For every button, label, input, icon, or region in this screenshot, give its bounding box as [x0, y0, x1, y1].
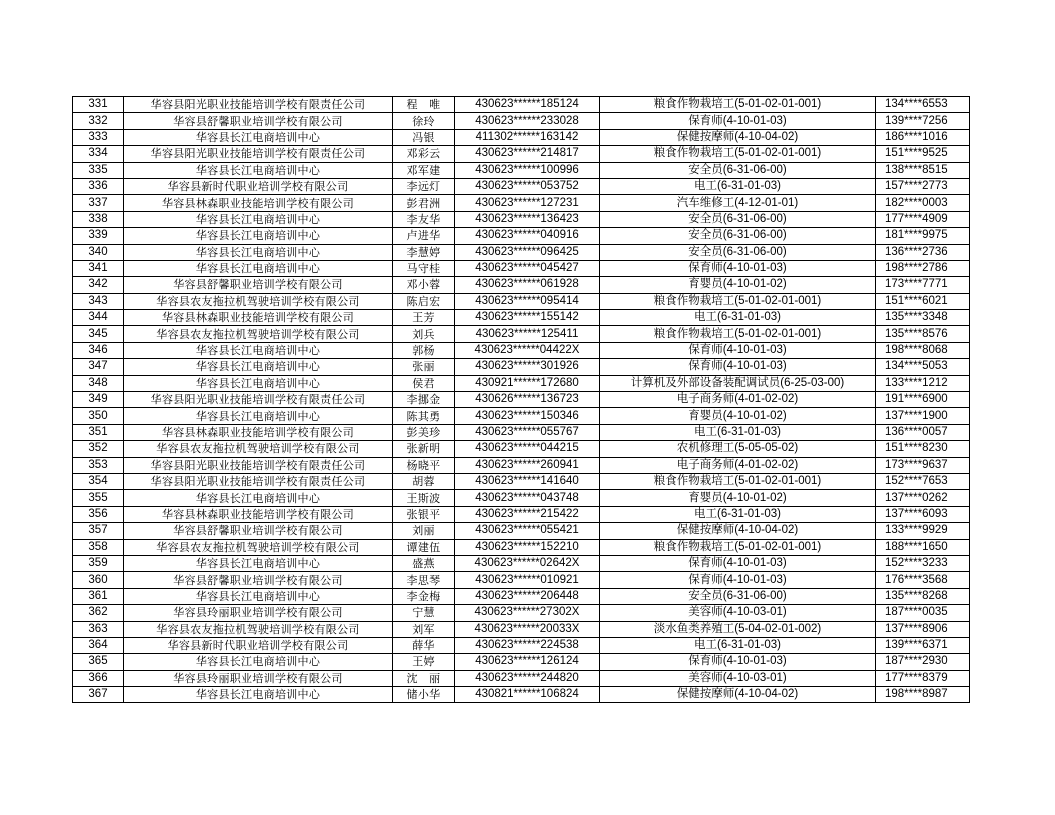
id-number-cell: 430623******04422X: [455, 342, 600, 358]
school-cell: 华容县长江电商培训中心: [124, 244, 393, 260]
phone-cell: 134****6553: [876, 97, 970, 113]
row-number-cell: 335: [73, 162, 124, 178]
name-cell: 盛燕: [393, 555, 455, 571]
name-cell: 李思琴: [393, 572, 455, 588]
occupation-cell: 安全员(6-31-06-00): [600, 162, 876, 178]
school-cell: 华容县阳光职业技能培训学校有限责任公司: [124, 473, 393, 489]
table-row: [73, 457, 970, 473]
id-number-cell: 430623******260941: [455, 457, 600, 473]
occupation-cell: 育婴员(4-10-01-02): [600, 408, 876, 424]
table-row: [73, 228, 970, 244]
name-cell: 李远灯: [393, 178, 455, 194]
name-cell: 李慧婷: [393, 244, 455, 260]
id-number-cell: 430623******152210: [455, 539, 600, 555]
occupation-cell: 保育师(4-10-01-03): [600, 654, 876, 670]
phone-cell: 133****1212: [876, 375, 970, 391]
occupation-cell: 粮食作物栽培工(5-01-02-01-001): [600, 473, 876, 489]
id-number-cell: 430623******125411: [455, 326, 600, 342]
phone-cell: 182****0003: [876, 195, 970, 211]
occupation-cell: 保健按摩师(4-10-04-02): [600, 687, 876, 703]
table-body: [73, 97, 970, 703]
table-row: [73, 605, 970, 621]
occupation-cell: 保育师(4-10-01-03): [600, 342, 876, 358]
table-row: [73, 408, 970, 424]
table-row: [73, 342, 970, 358]
id-number-cell: 430623******095414: [455, 293, 600, 309]
row-number-cell: 341: [73, 260, 124, 276]
school-cell: 华容县新时代职业培训学校有限公司: [124, 178, 393, 194]
row-number-cell: 343: [73, 293, 124, 309]
id-number-cell: 411302******163142: [455, 129, 600, 145]
id-number-cell: 430623******206448: [455, 588, 600, 604]
row-number-cell: 365: [73, 654, 124, 670]
phone-cell: 198****8068: [876, 342, 970, 358]
row-number-cell: 359: [73, 555, 124, 571]
phone-cell: 181****9975: [876, 228, 970, 244]
id-number-cell: 430623******053752: [455, 178, 600, 194]
row-number-cell: 351: [73, 424, 124, 440]
table-row: [73, 129, 970, 145]
school-cell: 华容县新时代职业培训学校有限公司: [124, 637, 393, 653]
phone-cell: 139****7256: [876, 113, 970, 129]
name-cell: 王婷: [393, 654, 455, 670]
table-row: [73, 687, 970, 703]
phone-cell: 187****0035: [876, 605, 970, 621]
table-row: [73, 146, 970, 162]
table-row: [73, 539, 970, 555]
name-cell: 郭杨: [393, 342, 455, 358]
occupation-cell: 安全员(6-31-06-00): [600, 588, 876, 604]
name-cell: 卢进华: [393, 228, 455, 244]
phone-cell: 137****8906: [876, 621, 970, 637]
row-number-cell: 358: [73, 539, 124, 555]
id-number-cell: 430623******155142: [455, 310, 600, 326]
id-number-cell: 430623******150346: [455, 408, 600, 424]
phone-cell: 173****7771: [876, 277, 970, 293]
occupation-cell: 电子商务师(4-01-02-02): [600, 457, 876, 473]
table-row: [73, 195, 970, 211]
phone-cell: 186****1016: [876, 129, 970, 145]
id-number-cell: 430623******040916: [455, 228, 600, 244]
school-cell: 华容县长江电商培训中心: [124, 375, 393, 391]
id-number-cell: 430623******20033X: [455, 621, 600, 637]
school-cell: 华容县阳光职业技能培训学校有限责任公司: [124, 392, 393, 408]
phone-cell: 135****8268: [876, 588, 970, 604]
school-cell: 华容县长江电商培训中心: [124, 211, 393, 227]
occupation-cell: 电工(6-31-01-03): [600, 637, 876, 653]
occupation-cell: 汽车维修工(4-12-01-01): [600, 195, 876, 211]
table-row: [73, 113, 970, 129]
name-cell: 薛华: [393, 637, 455, 653]
name-cell: 刘军: [393, 621, 455, 637]
row-number-cell: 363: [73, 621, 124, 637]
occupation-cell: 电工(6-31-01-03): [600, 424, 876, 440]
school-cell: 华容县长江电商培训中心: [124, 342, 393, 358]
phone-cell: 135****3348: [876, 310, 970, 326]
id-number-cell: 430623******055767: [455, 424, 600, 440]
school-cell: 华容县阳光职业技能培训学校有限责任公司: [124, 457, 393, 473]
row-number-cell: 344: [73, 310, 124, 326]
name-cell: 杨晓平: [393, 457, 455, 473]
occupation-cell: 电工(6-31-01-03): [600, 178, 876, 194]
row-number-cell: 366: [73, 670, 124, 686]
phone-cell: 133****9929: [876, 523, 970, 539]
name-cell: 邓彩云: [393, 146, 455, 162]
id-number-cell: 430623******185124: [455, 97, 600, 113]
table-row: [73, 392, 970, 408]
school-cell: 华容县长江电商培训中心: [124, 228, 393, 244]
name-cell: 李友华: [393, 211, 455, 227]
table-row: [73, 277, 970, 293]
name-cell: 彭君洲: [393, 195, 455, 211]
name-cell: 侯君: [393, 375, 455, 391]
id-number-cell: 430623******02642X: [455, 555, 600, 571]
name-cell: 程 唯: [393, 97, 455, 113]
table-row: [73, 654, 970, 670]
phone-cell: 136****0057: [876, 424, 970, 440]
table-row: [73, 310, 970, 326]
table-row: [73, 572, 970, 588]
school-cell: 华容县阳光职业技能培训学校有限责任公司: [124, 146, 393, 162]
occupation-cell: 保育师(4-10-01-03): [600, 113, 876, 129]
row-number-cell: 331: [73, 97, 124, 113]
occupation-cell: 保育师(4-10-01-03): [600, 260, 876, 276]
table-row: [73, 260, 970, 276]
row-number-cell: 339: [73, 228, 124, 244]
name-cell: 储小华: [393, 687, 455, 703]
id-number-cell: 430623******055421: [455, 523, 600, 539]
row-number-cell: 333: [73, 129, 124, 145]
occupation-cell: 农机修理工(5-05-05-02): [600, 441, 876, 457]
school-cell: 华容县林森职业技能培训学校有限公司: [124, 310, 393, 326]
table-row: [73, 588, 970, 604]
table-row: [73, 637, 970, 653]
id-number-cell: 430821******106824: [455, 687, 600, 703]
school-cell: 华容县农友拖拉机驾驶培训学校有限公司: [124, 621, 393, 637]
school-cell: 华容县长江电商培训中心: [124, 490, 393, 506]
school-cell: 华容县农友拖拉机驾驶培训学校有限公司: [124, 441, 393, 457]
phone-cell: 157****2773: [876, 178, 970, 194]
school-cell: 华容县长江电商培训中心: [124, 359, 393, 375]
phone-cell: 135****8576: [876, 326, 970, 342]
school-cell: 华容县长江电商培训中心: [124, 260, 393, 276]
id-number-cell: 430623******233028: [455, 113, 600, 129]
occupation-cell: 保育师(4-10-01-03): [600, 555, 876, 571]
phone-cell: 188****1650: [876, 539, 970, 555]
table-row: [73, 523, 970, 539]
row-number-cell: 332: [73, 113, 124, 129]
row-number-cell: 360: [73, 572, 124, 588]
table-row: [73, 670, 970, 686]
name-cell: 李金梅: [393, 588, 455, 604]
school-cell: 华容县玲丽职业培训学校有限公司: [124, 605, 393, 621]
row-number-cell: 348: [73, 375, 124, 391]
occupation-cell: 安全员(6-31-06-00): [600, 211, 876, 227]
phone-cell: 152****7653: [876, 473, 970, 489]
name-cell: 刘兵: [393, 326, 455, 342]
id-number-cell: 430623******061928: [455, 277, 600, 293]
occupation-cell: 安全员(6-31-06-00): [600, 228, 876, 244]
table-row: [73, 375, 970, 391]
school-cell: 华容县林森职业技能培训学校有限公司: [124, 506, 393, 522]
occupation-cell: 粮食作物栽培工(5-01-02-01-001): [600, 146, 876, 162]
row-number-cell: 342: [73, 277, 124, 293]
name-cell: 冯银: [393, 129, 455, 145]
phone-cell: 136****2736: [876, 244, 970, 260]
row-number-cell: 362: [73, 605, 124, 621]
table-row: [73, 359, 970, 375]
school-cell: 华容县长江电商培训中心: [124, 408, 393, 424]
phone-cell: 177****4909: [876, 211, 970, 227]
id-number-cell: 430921******172680: [455, 375, 600, 391]
row-number-cell: 356: [73, 506, 124, 522]
id-number-cell: 430623******301926: [455, 359, 600, 375]
school-cell: 华容县长江电商培训中心: [124, 588, 393, 604]
school-cell: 华容县农友拖拉机驾驶培训学校有限公司: [124, 293, 393, 309]
name-cell: 王芳: [393, 310, 455, 326]
table-row: [73, 178, 970, 194]
table-row: [73, 211, 970, 227]
occupation-cell: 粮食作物栽培工(5-01-02-01-001): [600, 97, 876, 113]
name-cell: 胡蓉: [393, 473, 455, 489]
school-cell: 华容县长江电商培训中心: [124, 162, 393, 178]
id-number-cell: 430623******224538: [455, 637, 600, 653]
occupation-cell: 育婴员(4-10-01-02): [600, 490, 876, 506]
name-cell: 邓军建: [393, 162, 455, 178]
school-cell: 华容县阳光职业技能培训学校有限责任公司: [124, 97, 393, 113]
phone-cell: 151****8230: [876, 441, 970, 457]
phone-cell: 198****8987: [876, 687, 970, 703]
name-cell: 宁慧: [393, 605, 455, 621]
row-number-cell: 345: [73, 326, 124, 342]
name-cell: 李挪金: [393, 392, 455, 408]
table-row: [73, 326, 970, 342]
table-row: [73, 97, 970, 113]
phone-cell: 137****6093: [876, 506, 970, 522]
id-number-cell: 430623******045427: [455, 260, 600, 276]
occupation-cell: 电工(6-31-01-03): [600, 506, 876, 522]
name-cell: 张丽: [393, 359, 455, 375]
occupation-cell: 电子商务师(4-01-02-02): [600, 392, 876, 408]
school-cell: 华容县农友拖拉机驾驶培训学校有限公司: [124, 539, 393, 555]
table-row: [73, 490, 970, 506]
phone-cell: 138****8515: [876, 162, 970, 178]
school-cell: 华容县舒馨职业培训学校有限公司: [124, 277, 393, 293]
id-number-cell: 430623******044215: [455, 441, 600, 457]
row-number-cell: 334: [73, 146, 124, 162]
row-number-cell: 354: [73, 473, 124, 489]
id-number-cell: 430623******215422: [455, 506, 600, 522]
table-row: [73, 555, 970, 571]
occupation-cell: 保育师(4-10-01-03): [600, 572, 876, 588]
phone-cell: 151****9525: [876, 146, 970, 162]
school-cell: 华容县舒馨职业培训学校有限公司: [124, 523, 393, 539]
row-number-cell: 337: [73, 195, 124, 211]
occupation-cell: 保健按摩师(4-10-04-02): [600, 129, 876, 145]
id-number-cell: 430623******141640: [455, 473, 600, 489]
id-number-cell: 430623******244820: [455, 670, 600, 686]
phone-cell: 176****3568: [876, 572, 970, 588]
name-cell: 陈其勇: [393, 408, 455, 424]
id-number-cell: 430623******010921: [455, 572, 600, 588]
phone-cell: 139****6371: [876, 637, 970, 653]
phone-cell: 134****5053: [876, 359, 970, 375]
school-cell: 华容县玲丽职业培训学校有限公司: [124, 670, 393, 686]
occupation-cell: 育婴员(4-10-01-02): [600, 277, 876, 293]
row-number-cell: 353: [73, 457, 124, 473]
row-number-cell: 364: [73, 637, 124, 653]
id-number-cell: 430623******126124: [455, 654, 600, 670]
id-number-cell: 430623******100996: [455, 162, 600, 178]
row-number-cell: 346: [73, 342, 124, 358]
school-cell: 华容县长江电商培训中心: [124, 654, 393, 670]
phone-cell: 152****3233: [876, 555, 970, 571]
table-row: [73, 424, 970, 440]
phone-cell: 137****0262: [876, 490, 970, 506]
id-number-cell: 430623******127231: [455, 195, 600, 211]
name-cell: 徐玲: [393, 113, 455, 129]
school-cell: 华容县长江电商培训中心: [124, 555, 393, 571]
id-number-cell: 430623******27302X: [455, 605, 600, 621]
id-number-cell: 430623******136423: [455, 211, 600, 227]
name-cell: 沈 丽: [393, 670, 455, 686]
id-number-cell: 430623******043748: [455, 490, 600, 506]
phone-cell: 137****1900: [876, 408, 970, 424]
occupation-cell: 保健按摩师(4-10-04-02): [600, 523, 876, 539]
phone-cell: 177****8379: [876, 670, 970, 686]
occupation-cell: 美容师(4-10-03-01): [600, 670, 876, 686]
name-cell: 陈启宏: [393, 293, 455, 309]
row-number-cell: 340: [73, 244, 124, 260]
occupation-cell: 计算机及外部设备装配调试员(6-25-03-00): [600, 375, 876, 391]
row-number-cell: 350: [73, 408, 124, 424]
row-number-cell: 367: [73, 687, 124, 703]
row-number-cell: 349: [73, 392, 124, 408]
id-number-cell: 430626******136723: [455, 392, 600, 408]
phone-cell: 191****6900: [876, 392, 970, 408]
table-row: [73, 506, 970, 522]
name-cell: 彭美珍: [393, 424, 455, 440]
table-row: [73, 244, 970, 260]
school-cell: 华容县农友拖拉机驾驶培训学校有限公司: [124, 326, 393, 342]
name-cell: 马守桂: [393, 260, 455, 276]
table-row: [73, 441, 970, 457]
school-cell: 华容县长江电商培训中心: [124, 687, 393, 703]
row-number-cell: 357: [73, 523, 124, 539]
table-row: [73, 162, 970, 178]
id-number-cell: 430623******214817: [455, 146, 600, 162]
phone-cell: 173****9637: [876, 457, 970, 473]
row-number-cell: 361: [73, 588, 124, 604]
occupation-cell: 保育师(4-10-01-03): [600, 359, 876, 375]
name-cell: 邓小蓉: [393, 277, 455, 293]
table-row: [73, 293, 970, 309]
name-cell: 谭建伍: [393, 539, 455, 555]
school-cell: 华容县长江电商培训中心: [124, 129, 393, 145]
school-cell: 华容县舒馨职业培训学校有限公司: [124, 113, 393, 129]
trainee-table: [72, 96, 970, 703]
school-cell: 华容县舒馨职业培训学校有限公司: [124, 572, 393, 588]
school-cell: 华容县林森职业技能培训学校有限公司: [124, 424, 393, 440]
table-row: [73, 621, 970, 637]
row-number-cell: 355: [73, 490, 124, 506]
row-number-cell: 347: [73, 359, 124, 375]
row-number-cell: 336: [73, 178, 124, 194]
id-number-cell: 430623******096425: [455, 244, 600, 260]
occupation-cell: 粮食作物栽培工(5-01-02-01-001): [600, 326, 876, 342]
occupation-cell: 粮食作物栽培工(5-01-02-01-001): [600, 293, 876, 309]
phone-cell: 198****2786: [876, 260, 970, 276]
row-number-cell: 338: [73, 211, 124, 227]
table-row: [73, 473, 970, 489]
occupation-cell: 美容师(4-10-03-01): [600, 605, 876, 621]
school-cell: 华容县林森职业技能培训学校有限公司: [124, 195, 393, 211]
phone-cell: 187****2930: [876, 654, 970, 670]
name-cell: 张新明: [393, 441, 455, 457]
occupation-cell: 安全员(6-31-06-00): [600, 244, 876, 260]
name-cell: 刘丽: [393, 523, 455, 539]
phone-cell: 151****6021: [876, 293, 970, 309]
row-number-cell: 352: [73, 441, 124, 457]
name-cell: 张银平: [393, 506, 455, 522]
occupation-cell: 淡水鱼类养殖工(5-04-02-01-002): [600, 621, 876, 637]
name-cell: 王斯波: [393, 490, 455, 506]
occupation-cell: 粮食作物栽培工(5-01-02-01-001): [600, 539, 876, 555]
occupation-cell: 电工(6-31-01-03): [600, 310, 876, 326]
